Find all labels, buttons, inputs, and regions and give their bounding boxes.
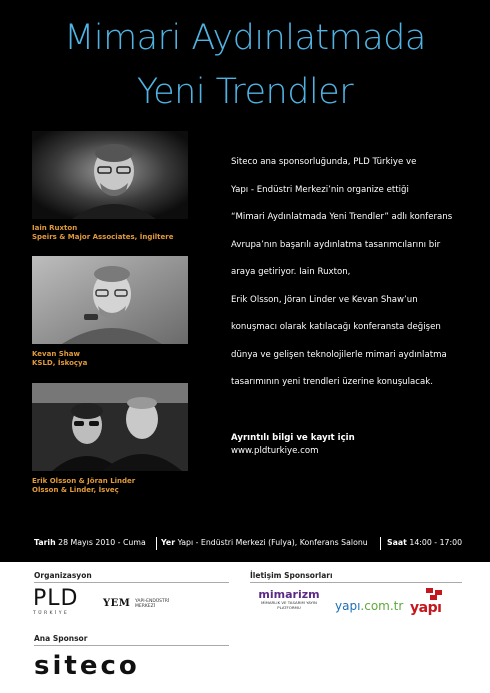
speaker-caption-3 — [32, 477, 202, 495]
description-line: araya getiriyor. Iain Ruxton, — [231, 267, 351, 277]
title-line-2: Yeni Trendler — [136, 72, 354, 112]
description-line: “Mimari Aydınlatmada Yeni Trendler” adlı konferans — [231, 212, 453, 222]
yem-logo-text: YAPI-ENDÜSTRİ MERKEZİ — [135, 599, 170, 609]
pld-logo-text: PLD — [33, 586, 79, 611]
yapi-logo-text: yapı — [410, 600, 442, 616]
description-line: konuşmacı olarak katılacağı konferansta değişen — [231, 322, 441, 332]
yapicom-part1: yapı — [335, 599, 361, 613]
title-line-1: Mimari Aydınlatmada — [64, 18, 426, 58]
speaker-affiliation: KSLD, İskoçya — [32, 359, 88, 367]
speaker-caption-1 — [32, 224, 202, 242]
info-url-link[interactable]: www.pldturkiye.com — [231, 446, 319, 456]
main-sponsor-label: Ana Sponsor — [34, 634, 88, 643]
yapi-logo — [410, 588, 458, 618]
speaker-photo-iain-ruxton — [32, 131, 188, 219]
speaker-name: Iain Ruxton — [32, 224, 78, 232]
speaker-affiliation: Speirs & Major Associates, İngiltere — [32, 233, 174, 241]
divider — [250, 582, 462, 583]
event-time — [387, 538, 462, 547]
speaker-photo-kevan-shaw — [32, 256, 188, 344]
place-value: Yapı - Endüstri Merkezi (Fulya), Konferans Salonu — [177, 538, 368, 547]
mimarizm-logo — [254, 589, 324, 611]
organization-label: Organizasyon — [34, 571, 92, 580]
description-line: tasarımının yeni trendleri üzerine konuşulacak. — [231, 377, 433, 387]
info-heading: Ayrıntılı bilgi ve kayıt için — [231, 433, 355, 443]
separator — [380, 537, 381, 550]
event-date — [34, 538, 146, 547]
separator — [156, 537, 157, 550]
divider — [34, 645, 229, 646]
speaker-name: Erik Olsson & Jöran Linder — [32, 477, 136, 485]
date-label: Tarih — [34, 538, 56, 547]
description-line: Siteco ana sponsorluğunda, PLD Türkiye ve — [231, 157, 417, 167]
communication-sponsors-label: İletişim Sponsorları — [250, 571, 333, 580]
pld-logo-sub: TÜRKİYE — [33, 611, 70, 616]
yapi-com-tr-logo — [335, 599, 403, 613]
event-place — [161, 538, 368, 547]
place-label: Yer — [161, 538, 176, 547]
description-line: Yapı - Endüstri Merkezi’nin organize ettiği — [231, 185, 409, 195]
time-label: Saat — [387, 538, 407, 547]
mimarizm-logo-text: mimarizm — [258, 588, 320, 601]
description-line: dünya ve gelişen teknolojilerle mimari aydınlatma — [231, 350, 447, 360]
description-line: Erik Olsson, Jöran Linder ve Kevan Shaw’un — [231, 295, 418, 305]
yem-logo-mark: YEM — [103, 598, 131, 609]
speaker-affiliation: Olsson & Linder, İsveç — [32, 486, 119, 494]
yapicom-part2: .com.tr — [360, 599, 404, 613]
sponsor-footer — [0, 562, 490, 693]
date-value: 28 Mayıs 2010 - Cuma — [58, 538, 146, 547]
time-value: 14:00 - 17:00 — [409, 538, 463, 547]
speaker-name: Kevan Shaw — [32, 350, 80, 358]
event-details-bar — [0, 533, 490, 555]
divider — [34, 582, 229, 583]
pld-turkiye-logo — [33, 588, 95, 618]
speaker-photo-olsson-linder — [32, 383, 188, 471]
mimarizm-logo-sub: MİMARLIK VE TASARIM YAYIN PLATFORMU — [261, 600, 317, 610]
speaker-caption-2 — [32, 350, 202, 368]
description-line: Avrupa’nın başarılı aydınlatma tasarımcılarını bir — [231, 240, 441, 250]
siteco-logo: siteco — [34, 651, 140, 681]
yem-logo — [103, 598, 173, 614]
